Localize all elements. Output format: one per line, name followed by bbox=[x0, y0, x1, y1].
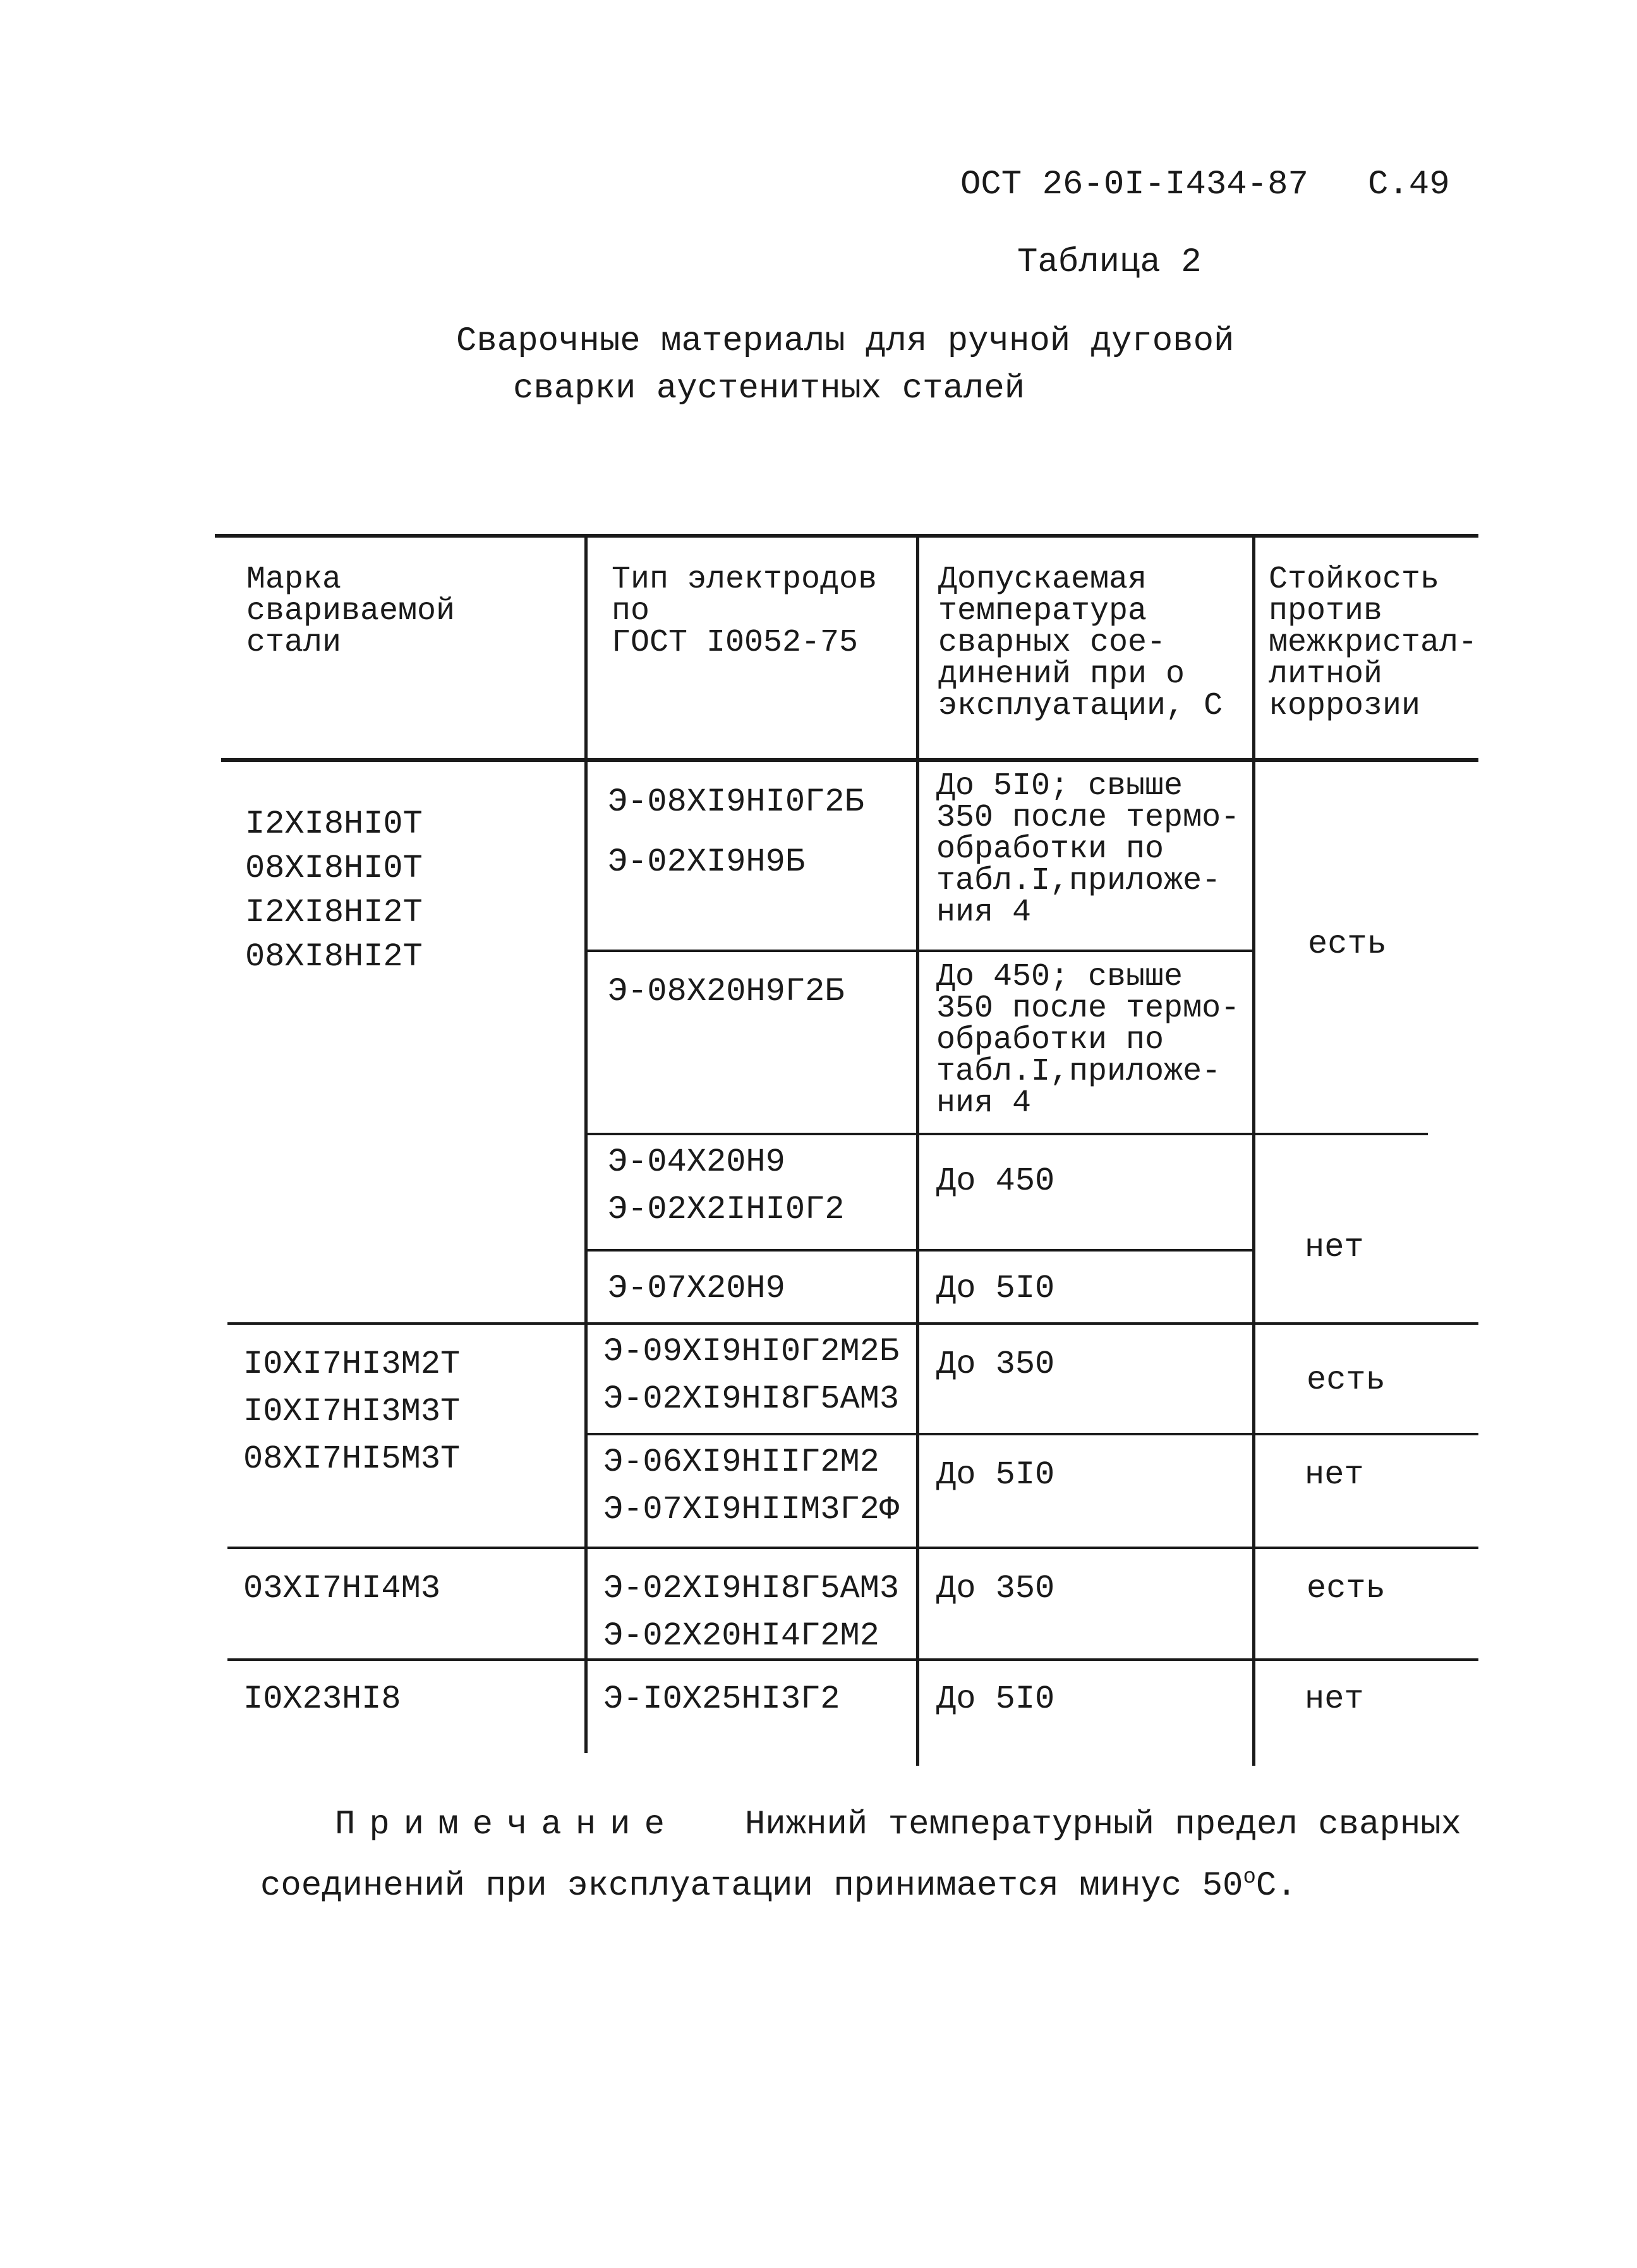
group-divider bbox=[227, 1322, 1478, 1325]
row-divider bbox=[588, 1433, 1478, 1435]
column-divider bbox=[1252, 537, 1255, 1766]
row-divider bbox=[588, 1249, 1252, 1252]
corrosion-resistance: нет bbox=[1305, 1680, 1364, 1718]
steel-grade: 03XI7HI4M3 bbox=[243, 1570, 441, 1607]
operating-temperature: До 5I0; свыше 350 после термо- обработки по табл.I,приложе- ния 4 bbox=[936, 768, 1240, 931]
corrosion-resistance: нет bbox=[1305, 1229, 1364, 1266]
column-header-electrode-type: Тип электродов по ГОСТ I0052-75 bbox=[612, 562, 878, 661]
column-divider bbox=[584, 537, 588, 1753]
steel-grade: 08XI8HI2T bbox=[245, 938, 423, 975]
page-number: С.49 bbox=[1368, 166, 1450, 204]
steel-grade: I0XI7HI3M3T bbox=[243, 1393, 461, 1430]
corrosion-resistance: есть bbox=[1308, 926, 1387, 963]
electrode-type: Э-I0X25HI3Г2 bbox=[603, 1680, 840, 1718]
table-top-border bbox=[215, 534, 1478, 538]
column-header-steel-grade: Марка свариваемой стали bbox=[246, 562, 456, 661]
steel-grade: I0X23HI8 bbox=[243, 1680, 401, 1718]
electrode-type: Э-06XI9HIIГ2M2 bbox=[603, 1444, 879, 1481]
electrode-type: Э-02X2IHI0Г2 bbox=[608, 1191, 845, 1228]
electrode-type: Э-07XI9HIIM3Г2Ф bbox=[603, 1491, 900, 1528]
electrode-type: Э-02X20HI4Г2M2 bbox=[603, 1617, 879, 1655]
header-bottom-border bbox=[221, 758, 1478, 762]
steel-grade: 08XI8HI0T bbox=[245, 850, 423, 887]
table-title-line-2: сварки аустенитных сталей bbox=[513, 370, 1025, 408]
operating-temperature: До 450 bbox=[936, 1162, 1055, 1200]
electrode-type: Э-02XI9HI8Г5AM3 bbox=[603, 1380, 900, 1418]
electrode-type: Э-02XI9H9Б bbox=[608, 843, 806, 881]
note-line-2: соединений при эксплуатации принимается минус $50^оС$. bbox=[260, 1866, 1297, 1905]
column-header-operating-temperature: Допускаемая температура сварных сое- динений при о эксплуатации, С bbox=[938, 562, 1223, 724]
group-divider bbox=[227, 1658, 1478, 1661]
electrode-type: Э-09XI9HI0Г2M2Б bbox=[603, 1333, 900, 1370]
column-header-corrosion-resistance: Стойкость против межкристал- литной коррозии bbox=[1269, 562, 1478, 724]
table-caption: Таблица 2 bbox=[1017, 243, 1202, 282]
corrosion-resistance: нет bbox=[1305, 1456, 1364, 1493]
row-divider bbox=[588, 950, 1252, 952]
corrosion-resistance: есть bbox=[1307, 1361, 1386, 1399]
note-label: Примечание bbox=[335, 1806, 679, 1844]
electrode-type: Э-02XI9HI8Г5AM3 bbox=[603, 1570, 900, 1607]
note-line-1 bbox=[335, 1806, 1461, 1844]
steel-grade: 08XI7HI5M3T bbox=[243, 1440, 461, 1478]
operating-temperature: До 350 bbox=[936, 1346, 1055, 1383]
group-divider bbox=[227, 1547, 1478, 1549]
steel-grade: I2XI8HI0T bbox=[245, 805, 423, 843]
note-text: Нижний температурный предел сварных bbox=[744, 1806, 1462, 1844]
electrode-type: Э-08XI9HI0Г2Б bbox=[608, 783, 864, 821]
electrode-type: Э-07X20H9 bbox=[608, 1270, 785, 1307]
operating-temperature: До 350 bbox=[936, 1570, 1055, 1607]
row-divider bbox=[588, 1133, 1428, 1135]
document-code: ОСТ 26-0I-I434-87 bbox=[960, 166, 1308, 204]
operating-temperature: До 5I0 bbox=[936, 1270, 1055, 1307]
electrode-type: Э-04X20H9 bbox=[608, 1143, 785, 1181]
operating-temperature: До 5I0 bbox=[936, 1456, 1055, 1493]
operating-temperature: До 450; свыше 350 после термо- обработки по табл.I,приложе- ния 4 bbox=[936, 959, 1240, 1121]
steel-grade: I0XI7HI3M2T bbox=[243, 1346, 461, 1383]
steel-grade: I2XI8HI2T bbox=[245, 894, 423, 931]
corrosion-resistance: есть bbox=[1307, 1570, 1386, 1607]
electrode-type: Э-08X20H9Г2Б bbox=[608, 973, 845, 1010]
operating-temperature: До 5I0 bbox=[936, 1680, 1055, 1718]
table-title-line-1: Сварочные материалы для ручной дуговой bbox=[456, 322, 1235, 361]
column-divider bbox=[916, 537, 919, 1766]
